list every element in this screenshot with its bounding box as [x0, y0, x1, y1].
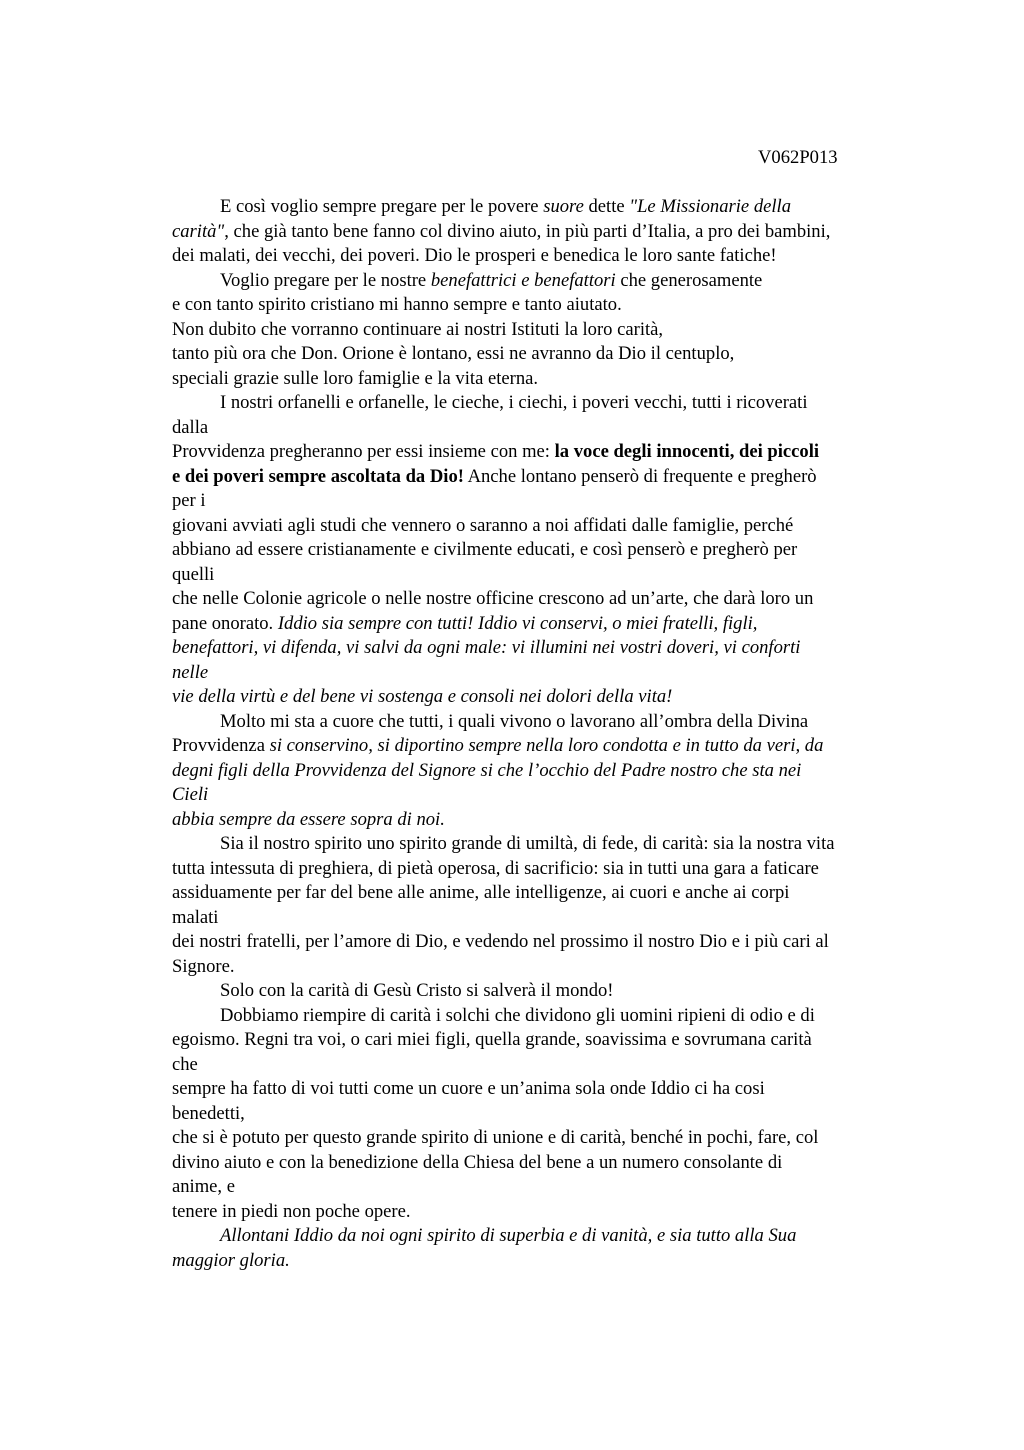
text-line [172, 440, 932, 465]
text-line [172, 1175, 932, 1200]
text-line [172, 391, 932, 416]
text-line [172, 489, 932, 514]
text-segment: I nostri orfanelli e orfanelle, le cieche, i ciechi, i poveri vecchi, tutti i ricoverati [220, 392, 808, 413]
italic-text: "Le Missionarie della [629, 196, 791, 217]
text-line [172, 1126, 932, 1151]
italic-text: suore [543, 196, 584, 217]
text-line [172, 293, 932, 318]
text-segment: giovani avviati agli studi che vennero o saranno a noi affidati dalle famiglie, perché [172, 514, 794, 536]
text-segment: Provvidenza pregheranno per essi insieme con me: [172, 441, 555, 462]
text-line [172, 318, 932, 343]
text-line [172, 1249, 932, 1274]
text-segment: tutta intessuta di preghiera, di pietà operosa, di sacrificio: sia in tutti una gara a faticare [172, 857, 819, 879]
italic-text: Cieli [172, 784, 209, 805]
text-segment: divino aiuto e con la benedizione della Chiesa del bene a un numero consolante di [172, 1151, 783, 1173]
text-line [172, 1004, 932, 1029]
document-body [172, 195, 932, 1273]
text-segment: per i [172, 490, 206, 511]
text-line [172, 636, 932, 661]
text-line [172, 783, 932, 808]
text-segment: speciali grazie sulle loro famiglie e la vita eterna. [172, 367, 539, 389]
text-line [172, 808, 932, 833]
text-line [172, 1151, 932, 1176]
text-line [172, 587, 932, 612]
text-segment: quelli [172, 563, 215, 585]
text-segment: anime, e [172, 1176, 235, 1197]
text-line [172, 857, 932, 882]
text-line [172, 514, 932, 539]
text-segment: , che già tanto bene fanno col divino aiuto, in più parti d’Italia, a pro dei bambini, [224, 220, 831, 242]
text-segment: dei malati, dei vecchi, dei poveri. Dio le prosperi e benedica le loro sante fatiche! [172, 245, 777, 266]
text-line [172, 244, 932, 269]
bold-text: la voce degli innocenti, dei piccoli [554, 441, 820, 462]
text-line [172, 955, 932, 980]
text-segment: Signore. [172, 955, 235, 977]
text-line [172, 195, 932, 220]
text-line [172, 930, 932, 955]
text-line [172, 465, 932, 490]
italic-text: nelle [172, 661, 209, 683]
text-segment: che si è potuto per questo grande spirito di unione e di carità, benché in pochi, fare, col [172, 1127, 819, 1148]
text-segment: Molto mi sta a cuore che tutti, i quali vivono o lavorano all’ombra della Divina [220, 710, 809, 732]
text-line [172, 220, 932, 245]
text-line [172, 759, 932, 784]
bold-text: e dei poveri sempre ascoltata da Dio! [172, 465, 464, 487]
text-line [172, 734, 932, 759]
text-line [172, 661, 932, 686]
text-line [172, 1102, 932, 1127]
text-line [172, 710, 932, 735]
text-segment: Anche lontano penserò di frequente e pregherò [463, 465, 817, 487]
text-segment: benedetti, [172, 1102, 245, 1124]
text-segment: Sia il nostro spirito uno spirito grande di umiltà, di fede, di carità: sia la nostra vita [220, 833, 835, 854]
text-segment: che nelle Colonie agricole o nelle nostre officine crescono ad un’arte, che darà loro un [172, 588, 814, 609]
text-line [172, 269, 932, 294]
italic-text: degni figli della Provvidenza del Signore si che l’occhio del Padre nostro che sta nei [172, 759, 802, 781]
text-segment: sempre ha fatto di voi tutti come un cuore e un’anima sola onde Iddio ci ha cosi [172, 1078, 765, 1099]
text-line [172, 685, 932, 710]
text-segment: tenere in piedi non poche opere. [172, 1200, 411, 1222]
text-segment: malati [172, 906, 219, 928]
italic-text: carità" [172, 220, 225, 242]
text-segment: Non dubito che vorranno continuare ai nostri Istituti la loro carità, [172, 318, 664, 340]
text-line [172, 538, 932, 563]
text-segment: egoismo. Regni tra voi, o cari miei figli, quella grande, soavissima e sovrumana carità [172, 1029, 812, 1050]
italic-text: Iddio sia sempre con tutti! Iddio vi conservi, o miei fratelli, figli, [277, 612, 758, 634]
text-segment: dette [583, 196, 630, 217]
text-segment: Provvidenza [172, 735, 270, 756]
text-line [172, 1028, 932, 1053]
text-segment: che generosamente [615, 269, 763, 291]
text-segment: Solo con la carità di Gesù Cristo si salverà il mondo! [220, 980, 614, 1001]
italic-text: benefattrici e benefattori [430, 269, 616, 291]
text-segment: abbiano ad essere cristianamente e civilmente educati, e così penserò e pregherò per [172, 539, 798, 560]
italic-text: benefattori, vi difenda, vi salvi da ogni male: vi illumini nei vostri doveri, vi conforti [172, 637, 801, 658]
text-line [172, 1200, 932, 1225]
text-line [172, 416, 932, 441]
italic-text: si conservino, si diportino sempre nella loro condotta e in tutto da veri, da [269, 735, 824, 756]
text-line [172, 342, 932, 367]
text-segment: e con tanto spirito cristiano mi hanno sempre e tanto aiutato. [172, 294, 622, 315]
text-segment: assiduamente per far del bene alle anime, alle intelligenze, ai cuori e anche ai corpi [172, 882, 790, 903]
text-line [172, 612, 932, 637]
text-line [172, 979, 932, 1004]
italic-text: vie della virtù e del bene vi sostenga e consoli nei dolori della vita! [172, 686, 673, 707]
text-segment: E così voglio sempre pregare per le povere [220, 196, 544, 217]
text-segment: pane onorato. [172, 612, 278, 634]
text-segment: Voglio pregare per le nostre [220, 269, 431, 291]
text-segment: dalla [172, 416, 209, 438]
text-line [172, 1053, 932, 1078]
text-segment: che [172, 1053, 198, 1075]
page-code: V062P013 [758, 147, 838, 168]
text-line [172, 1077, 932, 1102]
italic-text: abbia sempre da essere sopra di noi. [172, 808, 445, 830]
text-segment: Dobbiamo riempire di carità i solchi che dividono gli uomini ripieni di odio e di [220, 1004, 815, 1026]
text-segment: tanto più ora che Don. Orione è lontano, essi ne avranno da Dio il centuplo, [172, 343, 735, 364]
italic-text: maggior gloria. [172, 1249, 290, 1271]
text-segment: dei nostri fratelli, per l’amore di Dio, e vedendo nel prossimo il nostro Dio e i più cari al [172, 931, 829, 952]
text-line [172, 906, 932, 931]
text-line [172, 1224, 932, 1249]
text-line [172, 563, 932, 588]
text-line [172, 881, 932, 906]
text-line [172, 832, 932, 857]
italic-text: Allontani Iddio da noi ogni spirito di superbia e di vanità, e sia tutto alla Sua [220, 1225, 797, 1246]
text-line [172, 367, 932, 392]
